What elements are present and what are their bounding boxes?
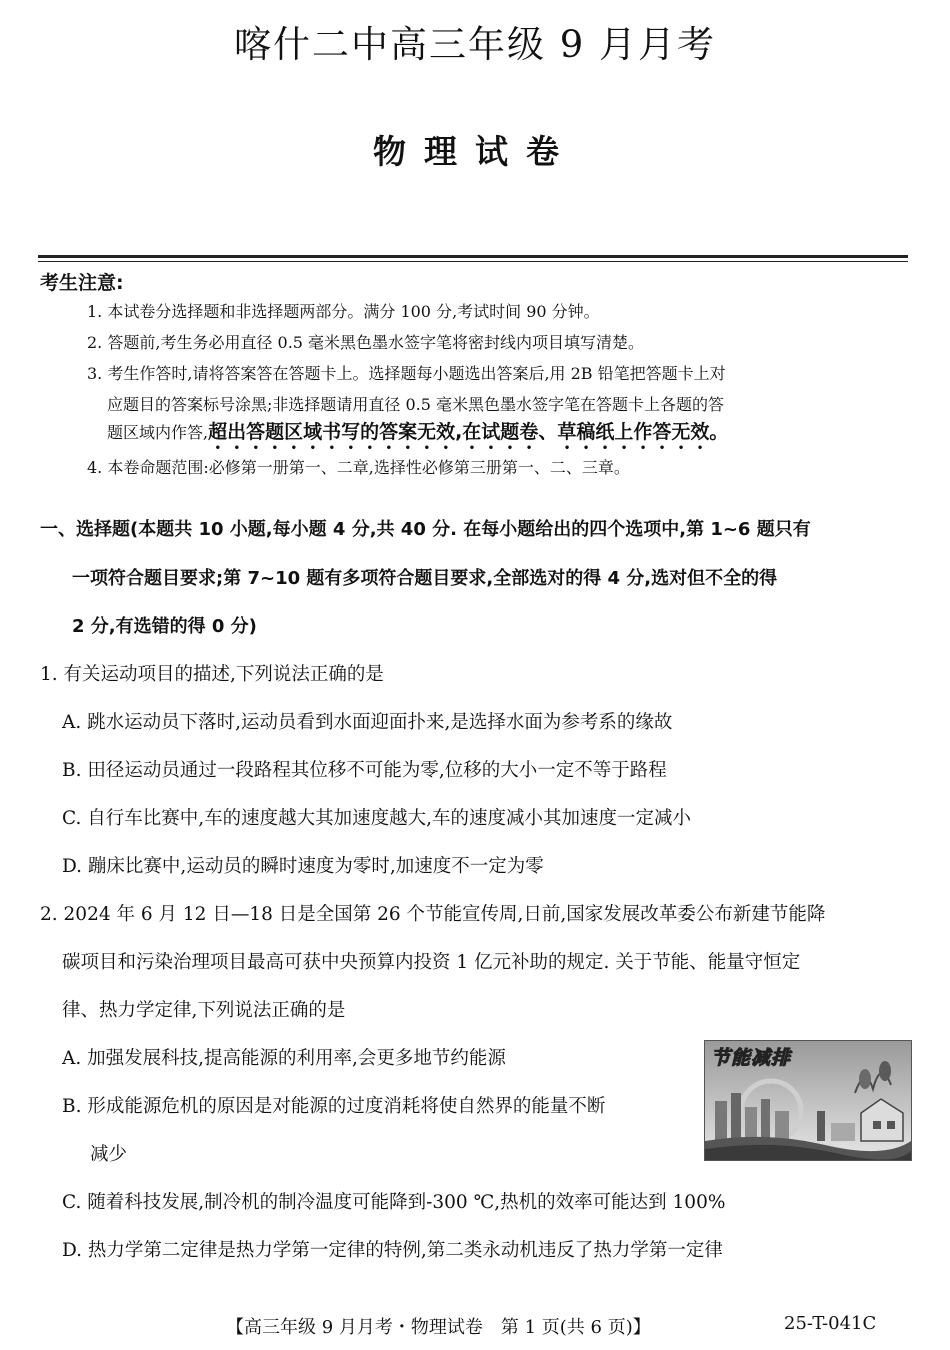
notice-heading: 考生注意: [40, 272, 124, 294]
question-1-option-a: A. 跳水运动员下落时,运动员看到水面迎面扑来,是选择水面为参考系的缘故 [62, 712, 673, 733]
notice-item-3-tail: 题区域内作答, [107, 423, 209, 442]
footer-page-info: 【高三年级 9 月月考・物理试卷 第 1 页(共 6 页)】 [226, 1317, 651, 1338]
energy-saving-slogan: 节能减排 [711, 1047, 792, 1069]
notice-item-1: 1. 本试卷分选择题和非选择题两部分。满分 100 分,考试时间 90 分钟。 [87, 302, 600, 321]
question-2-stem-line-1: 2. 2024 年 6 月 12 日—18 日是全国第 26 个节能宣传周,日前,国家发展改革委公布新建节能降 [40, 904, 826, 925]
exam-title: 喀什二中高三年级 9 月月考 [233, 23, 717, 66]
subject-title: 物理试卷 [373, 132, 577, 171]
energy-saving-illustration [704, 1040, 912, 1161]
notice-emphasis: 超出答题区域书写的答案无效,在试题卷、草稿纸上作答无效。 [208, 421, 729, 443]
section-heading-line-3: 2 分,有选错的得 0 分) [72, 616, 257, 637]
question-1-option-d: D. 蹦床比赛中,运动员的瞬时速度为零时,加速度不一定为零 [62, 856, 544, 877]
notice-item-3-cont: 应题目的答案标号涂黑;非选择题请用直径 0.5 毫米黑色墨水签字笔在答题卡上各题的答 [107, 395, 725, 414]
question-2-option-c: C. 随着科技发展,制冷机的制冷温度可能降到-300 ℃,热机的效率可能达到 100% [62, 1192, 726, 1213]
question-1-option-c: C. 自行车比赛中,车的速度越大其加速度越大,车的速度减小其加速度一定减小 [62, 808, 692, 829]
section-heading-line-2: 一项符合题目要求;第 7~10 题有多项符合题目要求,全部选对的得 4 分,选对但不全的得 [72, 568, 778, 589]
notice-item-4: 4. 本卷命题范围:必修第一册第一、二章,选择性必修第三册第一、二、三章。 [87, 458, 630, 477]
question-2-option-a: A. 加强发展科技,提高能源的利用率,会更多地节约能源 [62, 1048, 506, 1069]
question-2-option-b-cont: 减少 [90, 1144, 128, 1165]
question-2-stem-line-2: 碳项目和污染治理项目最高可获中央预算内投资 1 亿元补助的规定. 关于节能、能量守恒定 [62, 952, 801, 973]
notice-item-3-last [107, 417, 728, 454]
top-rule-thin [38, 261, 908, 262]
question-2-stem-line-3: 律、热力学定律,下列说法正确的是 [62, 1000, 346, 1021]
section-heading-line-1: 一、选择题(本题共 10 小题,每小题 4 分,共 40 分. 在每小题给出的四个选项中,第 1~6 题只有 [40, 519, 811, 540]
notice-item-2: 2. 答题前,考生务必用直径 0.5 毫米黑色墨水签字笔将密封线内项目填写清楚。 [87, 333, 645, 352]
question-1-stem: 1. 有关运动项目的描述,下列说法正确的是 [40, 664, 384, 685]
question-2-option-d: D. 热力学第二定律是热力学第一定律的特例,第二类永动机违反了热力学第一定律 [62, 1240, 723, 1261]
question-2-option-b: B. 形成能源危机的原因是对能源的过度消耗将使自然界的能量不断 [62, 1096, 606, 1117]
top-rule-thick [38, 255, 908, 258]
notice-item-3: 3. 考生作答时,请将答案答在答题卡上。选择题每小题选出答案后,用 2B 铅笔把答题卡上对 [87, 364, 726, 383]
footer-paper-code: 25-T-041C [784, 1313, 877, 1334]
question-1-option-b: B. 田径运动员通过一段路程其位移不可能为零,位移的大小一定不等于路程 [62, 760, 667, 781]
